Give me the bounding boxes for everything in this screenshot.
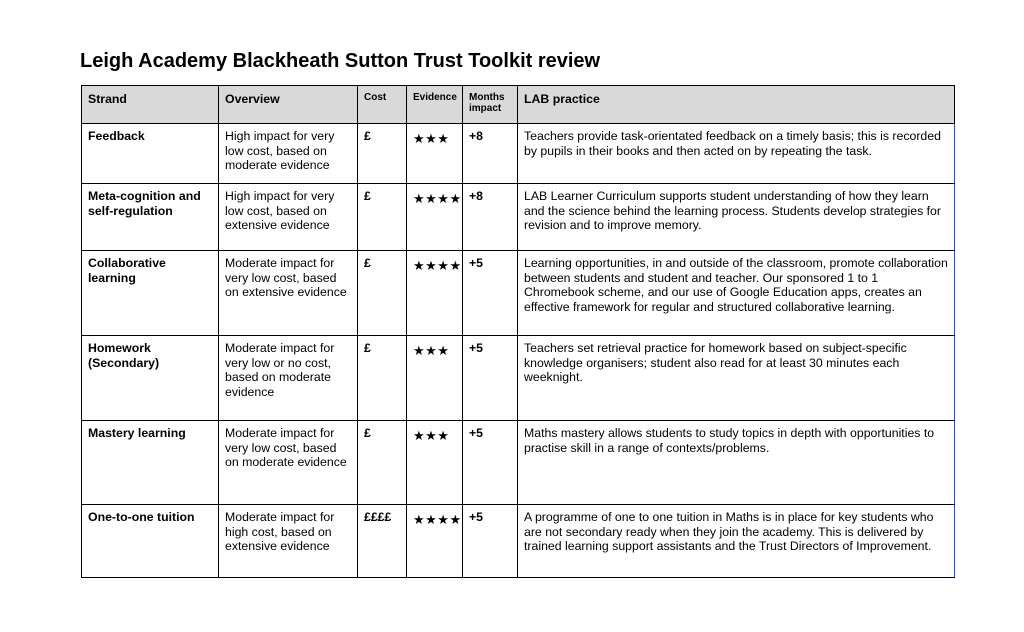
evidence-stars: ★★★★ xyxy=(407,184,463,251)
overview-cell: Moderate impact for high cost, based on extensive evidence xyxy=(219,505,358,578)
header-cost: Cost xyxy=(358,86,407,124)
strand-cell: Collaborative learning xyxy=(82,251,219,336)
header-months-impact xyxy=(463,86,518,124)
months-impact-cell: +8 xyxy=(463,184,518,251)
overview-cell: Moderate impact for very low or no cost, based on moderate evidence xyxy=(219,336,358,421)
months-impact-cell: +5 xyxy=(463,336,518,421)
table-row xyxy=(82,184,955,251)
header-strand: Strand xyxy=(82,86,219,124)
evidence-stars: ★★★★ xyxy=(407,251,463,336)
toolkit-review-table xyxy=(81,85,955,578)
strand-cell: Homework (Secondary) xyxy=(82,336,219,421)
cost-cell: ££££ xyxy=(358,505,407,578)
overview-cell: Moderate impact for very low cost, based on moderate evidence xyxy=(219,421,358,505)
months-impact-cell: +8 xyxy=(463,124,518,184)
strand-cell: Feedback xyxy=(82,124,219,184)
page-title: Leigh Academy Blackheath Sutton Trust Toolkit review xyxy=(80,50,601,72)
strand-cell: Meta-cognition and self-regulation xyxy=(82,184,219,251)
cost-cell: £ xyxy=(358,124,407,184)
header-months-line2: impact xyxy=(469,103,502,114)
evidence-stars: ★★★ xyxy=(407,336,463,421)
overview-cell: Moderate impact for very low cost, based on extensive evidence xyxy=(219,251,358,336)
header-overview: Overview xyxy=(219,86,358,124)
table-row xyxy=(82,421,955,505)
lab-practice-cell: Teachers provide task-orientated feedback on a timely basis; this is recorded by pupils in their books and then acted on by repeating the task. xyxy=(518,124,955,184)
table-header-row xyxy=(82,86,955,124)
cost-cell: £ xyxy=(358,421,407,505)
overview-cell: High impact for very low cost, based on extensive evidence xyxy=(219,184,358,251)
table-row xyxy=(82,505,955,578)
evidence-stars: ★★★★ xyxy=(407,505,463,578)
header-lab-practice: LAB practice xyxy=(518,86,955,124)
table-row xyxy=(82,124,955,184)
header-evidence: Evidence xyxy=(407,86,463,124)
lab-practice-cell: LAB Learner Curriculum supports student understanding of how they learn and the science behind the learning process. Students develop strategies for revision and to improve memory. xyxy=(518,184,955,251)
evidence-stars: ★★★ xyxy=(407,124,463,184)
lab-practice-cell: Learning opportunities, in and outside of the classroom, promote collaboration between students and student and teacher. Our sponsored 1 to 1 Chromebook scheme, and our use of Google Education apps, creates an effective framework for regular and structured collaborative learning. xyxy=(518,251,955,336)
table-row xyxy=(82,251,955,336)
months-impact-cell: +5 xyxy=(463,505,518,578)
header-months-line1: Months xyxy=(469,92,505,103)
evidence-stars: ★★★ xyxy=(407,421,463,505)
cost-cell: £ xyxy=(358,251,407,336)
table-row xyxy=(82,336,955,421)
months-impact-cell: +5 xyxy=(463,251,518,336)
lab-practice-cell: Maths mastery allows students to study topics in depth with opportunities to practise skill in a range of contexts/problems. xyxy=(518,421,955,505)
overview-cell: High impact for very low cost, based on moderate evidence xyxy=(219,124,358,184)
strand-cell: One-to-one tuition xyxy=(82,505,219,578)
lab-practice-cell: Teachers set retrieval practice for homework based on subject-specific knowledge organisers; student also read for at least 30 minutes each weeknight. xyxy=(518,336,955,421)
lab-practice-cell: A programme of one to one tuition in Maths is in place for key students who are not secondary ready when they join the academy. This is delivered by trained learning support assistants and the Trust Directors of Improvement. xyxy=(518,505,955,578)
cost-cell: £ xyxy=(358,184,407,251)
strand-cell: Mastery learning xyxy=(82,421,219,505)
months-impact-cell: +5 xyxy=(463,421,518,505)
cost-cell: £ xyxy=(358,336,407,421)
